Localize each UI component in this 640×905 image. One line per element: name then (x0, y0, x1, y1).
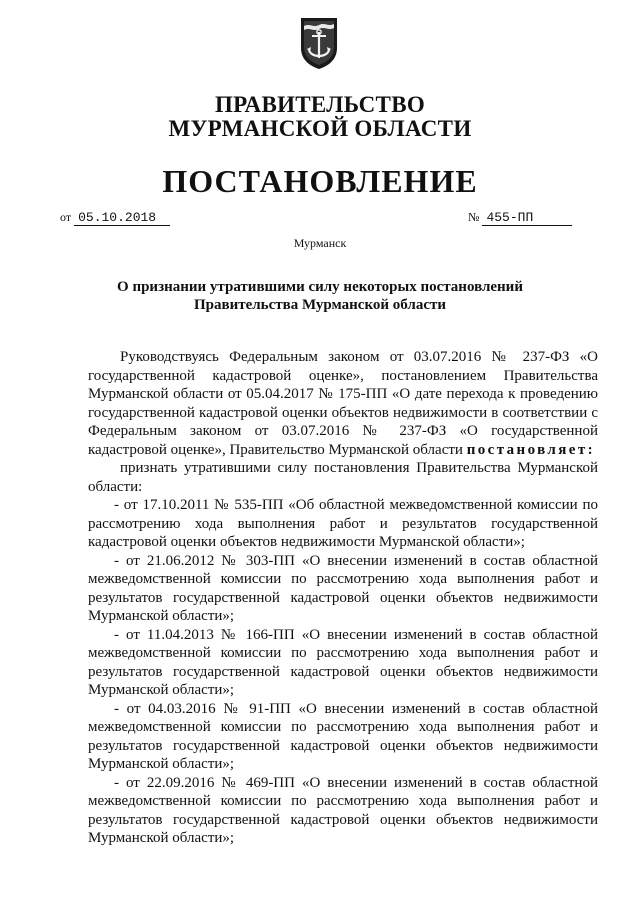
city-name: Мурманск (293, 236, 347, 250)
document-number: 455-ПП (482, 210, 572, 226)
preamble-paragraph (88, 348, 598, 459)
document-number-field (468, 210, 572, 226)
list-item: - от 22.09.2016 № 469-ПП «О внесении изменений в состав областной межведомственной комиссии по рассмотрению хода выполнения работ и результатов государственной кадастровой оценки объектов недвижимости Мурманской области»; (88, 774, 598, 846)
decision-paragraph: признать утратившими силу постановления Правительства Мурманской области: (88, 460, 598, 495)
document-date: 05.10.2018 (74, 210, 170, 226)
document-date-field (60, 210, 170, 226)
document-type: ПОСТАНОВЛЕНИЕ (162, 163, 478, 199)
document-title-line1: О признании утратившими силу некоторых постановлений (117, 279, 523, 295)
document-title (80, 278, 560, 314)
date-prefix: от (60, 210, 72, 224)
resolves-keyword: постановляет: (466, 441, 595, 458)
preamble-text: Руководствуясь Федеральным законом от 03.07.2016 № 237-ФЗ «О государственной кадастровой оценке», постановлением Правительства Мурманской области от 05.04.2017 № 175-ПП «О дате перехода к проведению государственной кадастровой оценки объектов недвижимости в соответствии с Федеральным законом от 03.07.2016 № 237-ФЗ «О государственной кадастровой оценке», Правительство Мурманской области (88, 349, 598, 458)
list-item: - от 21.06.2012 № 303-ПП «О внесении изменений в состав областной межведомственной комиссии по рассмотрению хода выполнения работ и результатов государственной кадастровой оценки объектов недвижимости Мурманской области»; (88, 552, 598, 624)
government-name-line2: МУРМАНСКОЙ ОБЛАСТИ (168, 116, 472, 141)
list-item: - от 17.10.2011 № 535-ПП «Об областной межведомственной комиссии по рассмотрению хода выполнения работ и результатов государственной кадастровой оценки объектов недвижимости Мурманской области»; (88, 497, 598, 550)
murmansk-coat-of-arms-icon (298, 14, 340, 70)
government-name-line1: ПРАВИТЕЛЬСТВО (214, 92, 426, 117)
document-title-line2: Правительства Мурманской области (193, 297, 447, 313)
list-item: - от 04.03.2016 № 91-ПП «О внесении изменений в состав областной межведомственной комиссии по рассмотрению хода выполнения работ и результатов государственной кадастровой оценки объектов недвижимости Мурманской области»; (88, 700, 598, 772)
number-prefix: № (468, 210, 480, 224)
document-body (88, 348, 598, 848)
list-item: - от 11.04.2013 № 166-ПП «О внесении изменений в состав областной межведомственной комиссии по рассмотрению хода выполнения работ и результатов государственной кадастровой оценки объектов недвижимости Мурманской области»; (88, 626, 598, 698)
